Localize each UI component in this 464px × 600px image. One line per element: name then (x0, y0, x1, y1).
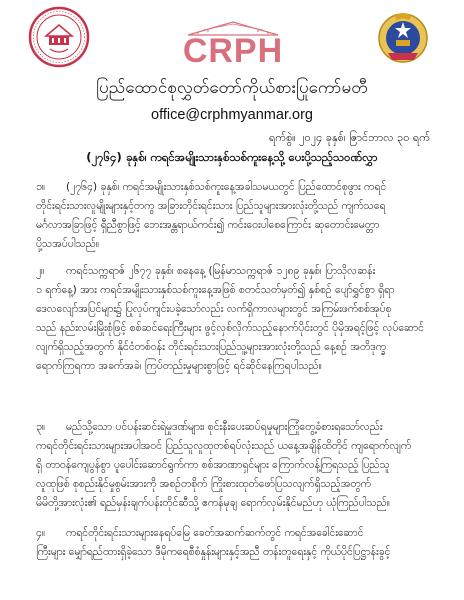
crph-brand (158, 20, 308, 70)
paragraph-line: ကြီးများ မျှော်ရည်ထားရှိခဲ့သော ဒီမိုကရေစီစံနှုန်းများနှင့်အညီ တန်းတူရေးနှင့် ကိုယ်ပိုင်ပြဋ္ဌာန်းခွင့် (36, 546, 391, 558)
paragraph-line: ကရင်တိုင်းရင်းသားများအပါအဝင် ပြည်သူလူထုတစ်ရပ်လုံးသည် ယနေ့အချိန်ထိတိုင် ကျရောက်လျက် (36, 440, 412, 452)
paragraph-line: ကရင်တိုင်းရင်းသားများနေရပ်မြေ ခေတ်အဆက်ဆက်တွင် ကရင်အခေါင်းဆောင် (66, 527, 364, 539)
paragraph-number: ၂။ (36, 265, 45, 277)
paragraph-line: သည် နည်းလမ်းမြိုးစုံဖြင့် စစ်ဆင်ရေးကြီးများ ဖွင့်လှစ်လိုက်သည့်နောက်ပိုင်းတွင် ပိုမိုအရင့်ဖြင့် လုပ်ဆောင် (36, 322, 424, 334)
paragraph-line: တိုင်းရင်းသားလူမျိုးများနှင့်တကွ အခြားတိုင်းရင်းသား ပြည်သူများအားလုံးတို့သည် ကျက်သရေ (36, 200, 386, 212)
seal-logo-icon (28, 6, 90, 68)
paragraph-line: လူထုဖြစ် စုစည်းနိုင်မှုစွမ်းအားကို အစဉ်တစိုက် ကြိုးစားထုတ်ဖော်ပြသလျက်ရှိသည့်အတွက် (36, 478, 371, 490)
paragraph-number: ၃။ (36, 421, 46, 433)
paragraph-line: (၂၇၆၄) ခုနှစ်၊ ကရင်အမျိုးသားနှစ်သစ်ကူးနေ့အခါသမယတွင် ပြည်ထောင်စုဖွား ကရင် (66, 181, 387, 193)
paragraph-2 (36, 262, 424, 376)
paragraph-number: ၁။ (36, 181, 46, 193)
document-title: (၂၇၆၄) ခုနှစ်၊ ကရင်အမျိုးသားနှစ်သစ်ကူးနေ့သို့ ပေးပို့သည့်သဝဏ်လွှာ (86, 150, 378, 164)
organization-title: ပြည်ထောင်စုလွှတ်တော်ကိုယ်စားပြုကော်မတီ (96, 78, 368, 98)
document-date: ရက်စွဲ။ ၂၀၂၄ ခုနှစ်၊ ဇြာင်ဘာလ ၃၀ ရက် (269, 131, 430, 144)
paragraph-line: ရှိ တာဝန်ကျေပွန်စွာ ပူပေါင်းဆောင်ရွက်ကာ စစ်အာဏာရှင်များ ကြောက်လန့်ကြရသည့် ပြည်သူ (36, 459, 390, 471)
paragraph-line: ကရင်သက္ကရာဇ် ၂၆၇၇ ခုနှစ်၊ စနေနေ့ (မြန်မာသက္ကရာဇ် ၁၂၈၉ ခုနှစ်၊ ပြာသိုလဆန်း (66, 265, 376, 277)
paragraph-line: မည်သို့သော ပင်ပန်းဆင်းရဲမှုဒဏ်များ၊ စုင်းနီးပေးဆပ်ရမှုများကြုံတွေ့ခံစားရသော်လည်း (66, 421, 383, 433)
paragraph-line: လျက်ရှိသည့်အတွက် နိုင်ငံတစ်ဝန်း တိုင်းရင်းသားပြည်သူ့များအားလုံးတို့သည် နေ့စဉ် အတိဒုက္ခ (36, 341, 386, 353)
state-emblem-icon (374, 8, 432, 66)
paragraph-line: မိမိတို့အားလုံး၏ ရည်မှန်းချက်ပန်းတိုင်ဆီသို့ ဧကန်မုချ ရောက်လှမ်းနိုင်မည်ဟု ယုံကြည်ပါသည်။ (36, 497, 390, 509)
paragraph-3 (36, 418, 424, 513)
paragraph-line: ပို့သအပ်ပါသည်။ (36, 238, 100, 250)
email-address: office@crphmyanmar.org (151, 107, 313, 123)
paragraph-line: ဒေလလျော်အပြင်များ၌ ပြုလုပ်ကျင်းပခဲ့သော်လည်း လက်ရှိကာလများတွင် အကြမ်းဖက်စစ်အုပ်စု (36, 303, 392, 315)
paragraph-4 (36, 524, 424, 562)
paragraph-line: ၁ ရက်နေ့) အား ကရင်အမျိုးသားနှစ်သစ်ကူးနေ့အဖြစ် စတင်သတ်မှတ်၍ နှစ်စဉ် ပျော်ရွှင်စွာ ရှိရာ (36, 284, 395, 296)
paragraph-number: ၄။ (36, 527, 46, 539)
paragraph-1 (36, 178, 424, 254)
paragraph-line: မင်္ဂလာအခြာဖြင့် ရှီညီစွာဖြင့် ဘေးအန္တရာယ်ကင်း၍ ကင်းဝေးပါစေကြောင်း ဆုတောင်းမေတ္တာ (36, 219, 380, 231)
paragraph-line: ရောက်ကြရကာ အခက်အခဲ၊ ကြပ်တည်းမှုများစွာဖြင့် ရင်ဆိုင်နေကြရပါသည်။ (36, 360, 322, 372)
brand-text: CRPH (182, 32, 284, 70)
